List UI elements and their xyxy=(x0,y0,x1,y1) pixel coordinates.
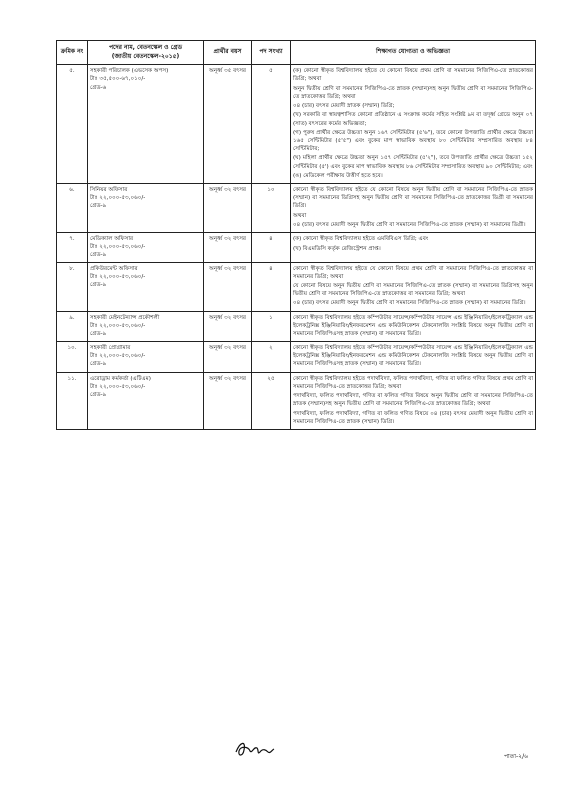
row-post-scale: টাঃ ২২,০০০-৫৩,০৬০/- xyxy=(90,322,146,329)
header-serial: ক্রমিক নং xyxy=(57,41,88,65)
row-post xyxy=(88,311,204,342)
qualification-item: কোনো স্বীকৃত বিশ্ববিদ্যালয় হইতে কম্পিউটার সায়েন্স/কম্পিউটার সায়েন্স এন্ড ইঞ্জিনিয়ারিং/ইলেকট্রিক্যাল এন্ড ইলেকট্রনিক্স ইঞ্জিনিয়ারিং/ইনফরমেশন এন্ড কমিউনিকেশন টেকনোলজি সংশ্লিষ্ট বিষয়ে অনুন দ্বিতীয় শ্রেণি বা সমমানের সিজিপিএসহ স্নাতক (সম্মান) বা সমমানের ডিগ্রি। xyxy=(293,345,533,368)
table-row xyxy=(57,184,536,233)
qualification-item: কোনো স্বীকৃত বিশ্ববিদ্যালয় হইতে পদার্থবিদ্যা, ফলিত পদার্থবিদ্যা, গণিত বা ফলিত গণিত বিষয়ে প্রথম শ্রেণি বা সমমানের সিজিপিএ-তে স্নাতকোত্তর ডিগ্রি; অথবা xyxy=(293,375,533,390)
qualification-item: (খ) সরকারি বা স্বায়ত্বশাসিত কোনো প্রতিষ্ঠানে এ সংক্রান্ত কর্মের সহিত সংশ্লিষ্ট ৯ম বা তদূর্ধ্ব গ্রেডে অনুন ০৭ (সাত) বৎসরের কর্মের অভিজ্ঞতা; xyxy=(293,112,533,127)
row-qualification xyxy=(291,184,536,233)
qualification-item: (খ) বিএমডিসি কর্তৃক রেজিস্ট্রেশন প্রাপ্ত। xyxy=(293,245,381,252)
row-post xyxy=(88,184,204,233)
row-count: ৫ xyxy=(252,65,291,184)
qualification-item: (গ) পুরুষ প্রার্থীর ক্ষেত্রে উচ্চতা অনুন ১৬৭ সেন্টিমিটার (৫'৬"), তবে কোনো উপজাতি প্রার্থীর ক্ষেত্রে উচ্চতা ১৬৫ সেন্টিমিটার (৫'৫") এবং বুকের মাপ স্বাভাবিক অবস্থায় ৮০ সেন্টিমিটার সম্প্রসারিত অবস্থায় ৮৪ সেন্টিমিটার; xyxy=(293,129,533,153)
row-qualification xyxy=(291,342,536,373)
qualification-item: ০৪ (চার) বৎসর মেয়াদী স্নাতক (সম্মান) ডিগ্রি; xyxy=(293,103,395,110)
row-serial: ৭. xyxy=(57,233,88,262)
row-post-grade: গ্রেড-৯ xyxy=(90,203,107,210)
row-serial: ৮. xyxy=(57,262,88,311)
table-row xyxy=(57,262,536,311)
qualification-item: পদার্থবিদ্যা, ফলিত পদার্থবিদ্যা, গণিত বা ফলিত গণিত বিষয়ে অনুন দ্বিতীয় শ্রেণি বা সমমানের সিজিপিএ-তে স্নাতক (সম্মান)সহ অনুন দ্বিতীয় শ্রেণি বা সমমানের সিজিপিএ-তে স্নাতকোত্তর ডিগ্রি; অথবা xyxy=(293,393,533,408)
row-post-grade: গ্রেড-৯ xyxy=(90,281,107,288)
row-age: অনূর্ধ্ব ৩৫ বৎসর xyxy=(204,65,252,184)
row-age: অনূর্ধ্ব ৩২ বৎসর xyxy=(204,311,252,342)
signature xyxy=(230,738,280,764)
row-age: অনূর্ধ্ব ৩২ বৎসর xyxy=(204,372,252,429)
header-age: প্রার্থীর বয়স xyxy=(204,41,252,65)
row-qualification xyxy=(291,262,536,311)
row-post-name: সিনিয়র অফিসার xyxy=(90,187,128,194)
header-row xyxy=(57,41,536,65)
qualification-item: কোনো স্বীকৃত বিশ্ববিদ্যালয় হইতে কম্পিউটার সায়েন্স/কম্পিউটার সায়েন্স এন্ড ইঞ্জিনিয়ারিং/ইলেকট্রিক্যাল এন্ড ইলেকট্রনিক্স ইঞ্জিনিয়ারিং/ইনফরমেশন এন্ড কমিউনিকেশন টেকনোলজি সংশ্লিষ্ট বিষয়ে অনুন দ্বিতীয় শ্রেণি বা সমমানের সিজিপিএসহ স্নাতক (সম্মান) বা সমমানের ডিগ্রি। xyxy=(293,314,533,337)
row-post-scale: টাঃ ২২,০০০-৫৩,০৬০/- xyxy=(90,273,146,280)
row-count: ২ xyxy=(252,342,291,373)
row-post-name: প্রকিউরমেন্ট অফিসার xyxy=(90,265,138,272)
qualification-item: (ক) কোনো স্বীকৃত বিশ্ববিদ্যালয় হইতে যে কোনো বিষয়ে প্রথম শ্রেণি বা সমমানের সিজিপিএ-তে স্নাতকোত্তর ডিগ্রি; অথবা xyxy=(293,68,533,83)
row-age: অনূর্ধ্ব ৩২ বৎসর xyxy=(204,342,252,373)
row-post xyxy=(88,233,204,262)
row-age: অনূর্ধ্ব ৩২ বৎসর xyxy=(204,184,252,233)
recruitment-table xyxy=(56,40,536,430)
table-row xyxy=(57,372,536,429)
header-qualification: শিক্ষাগত যোগ্যতা ও অভিজ্ঞতা xyxy=(291,41,536,65)
row-age: অনূর্ধ্ব ৩২ বৎসর xyxy=(204,262,252,311)
qualification-item: অথবা xyxy=(293,212,307,219)
row-post-grade: গ্রেড-৯ xyxy=(90,330,107,337)
qualification-item: পদার্থবিদ্যা, ফলিত পদার্থবিদ্যা, গণিত বা ফলিত গণিত বিষয়ে ০৪ (চার) বৎসর মেয়াদী অনুন দ্বিতীয় শ্রেণি বা সমমানের সিজিপিএ-তে স্নাতক (সম্মান) ডিগ্রি। xyxy=(293,410,533,425)
row-post-scale: টাঃ ২২,০০০-৫৩,০৬০/- xyxy=(90,195,146,202)
table-row xyxy=(57,342,536,373)
qualification-item: (ঙ) মেডিকেল পরীক্ষায় উত্তীর্ণ হতে হবে। xyxy=(293,172,383,179)
header-post-sub: (জাতীয় বেতনস্কেল-২০১৫) xyxy=(111,52,180,60)
table-row xyxy=(57,233,536,262)
row-post xyxy=(88,342,204,373)
qualification-item: (ঘ) মহিলা প্রার্থীর ক্ষেত্রে উচ্চতা অনুন ১৫৭ সেন্টিমিটার (৫'২"), তবে উপজাতি প্রার্থীর ক্ষেত্রে উচ্চতা ১৫২ সেন্টিমিটার (৫') এবং বুকের মাপ স্বাভাবিক অবস্থায় ৮৬ সেন্টিমিটার সম্প্রসারিত অবস্থায় ৯০ সেন্টিমিটার; এবং xyxy=(293,155,533,170)
row-serial: ৫. xyxy=(57,65,88,184)
qualification-item: কোনো স্বীকৃত বিশ্ববিদ্যালয় হইতে যে কোনো বিষয়ে প্রথম শ্রেণি বা সমমানের সিজিপিএ-তে স্নাতকোত্তর বা সমমানের ডিগ্রি; অথবা xyxy=(293,265,533,280)
row-post-scale: টাঃ ২২,০০০-৫৩,০৬০/- xyxy=(90,353,146,360)
row-count: ১ xyxy=(252,311,291,342)
row-post-grade: গ্রেড-৬ xyxy=(90,84,107,91)
row-count: ৪ xyxy=(252,233,291,262)
row-count: ৪ xyxy=(252,262,291,311)
table-row xyxy=(57,65,536,184)
row-post-name: সহকারী মেইনটেন্যান্স প্রকৌশলী xyxy=(90,314,160,321)
row-serial: ১০. xyxy=(57,342,88,373)
row-count: ১০ xyxy=(252,184,291,233)
table-row xyxy=(57,311,536,342)
row-post xyxy=(88,372,204,429)
row-qualification xyxy=(291,233,536,262)
row-post-scale: টাঃ ২২,০০০-৫৩,০৬০/- xyxy=(90,244,146,251)
row-post xyxy=(88,65,204,184)
row-post-grade: গ্রেড-৯ xyxy=(90,391,107,398)
page-number: পাতা-২/৬ xyxy=(503,753,528,760)
header-post-title: পদের নাম, বেতনস্কেল ও গ্রেড xyxy=(108,44,183,51)
row-post-grade: গ্রেড-৯ xyxy=(90,361,107,368)
row-post-grade: গ্রেড-৯ xyxy=(90,252,107,259)
row-post-name: সহকারী পরিচালক (এভসেক অপস) xyxy=(90,68,169,75)
row-post-name: মেডিক্যাল অফিসার xyxy=(90,236,134,243)
row-serial: ১১. xyxy=(57,372,88,429)
row-post-name: সহকারী প্রোগ্রামার xyxy=(90,345,131,352)
qualification-item: অনুন দ্বিতীয় শ্রেণি বা সমমানের সিজিপিএ-তে স্নাতক (সম্মান)সহ অনুন দ্বিতীয় শ্রেণি বা সমমানের সিজিপিএ-তে স্নাতকোত্তর ডিগ্রি; অথবা xyxy=(293,85,533,100)
qualification-item: (ক) কোনো স্বীকৃত বিশ্ববিদ্যালয় হইতে এমবিবিএস ডিগ্রি; এবং xyxy=(293,236,429,243)
row-post-scale: টাঃ ৩৫,৫০০-৬৭,০১০/- xyxy=(90,76,146,83)
qualification-item: ০৪ (চার) বৎসর মেয়াদী অনুন দ্বিতীয় শ্রেণি বা সমমানের সিজিপিএ-তে স্নাতক (সম্মান) বা সমমানের ডিগ্রি। xyxy=(293,300,526,307)
qualification-item: ০৪ (চার) বৎসর মেয়াদী অনুন দ্বিতীয় শ্রেণি বা সমমানের সিজিপিএ-তে স্নাতক (সম্মান) বা সমমানের ডিগ্রী। xyxy=(293,221,526,228)
row-serial: ৬. xyxy=(57,184,88,233)
row-post xyxy=(88,262,204,311)
row-post-name: এরোড্রাম কর্মকর্তা (এটিএম) xyxy=(90,375,151,382)
row-count: ২৫ xyxy=(252,372,291,429)
qualification-item: কোনো স্বীকৃত বিশ্ববিদ্যালয় হইতে যে কোনো বিষয়ে অনুন দ্বিতীয় শ্রেণি বা সমমানের সিজিপিএ-তে স্নাতক (সম্মান) বা সমমানের ডিগ্রিসহ অনুন দ্বিতীয় শ্রেণি বা সমমানের সিজিপিএ-তে স্নাতকোত্তর ডিগ্রী বা সমমানের ডিগ্রি। xyxy=(293,187,533,210)
row-qualification xyxy=(291,65,536,184)
row-post-scale: টাঃ ২২,০০০-৫৩,০৬০/- xyxy=(90,383,146,390)
qualification-item: যে কোনো বিষয়ে অনুন দ্বিতীয় শ্রেণি বা সমমানের সিজিপিএ-তে স্নাতক (সম্মান) বা সমমানের ডিগ্রিসহ অনুন দ্বিতীয় শ্রেণি বা সমমানের সিজিপিএ-তে স্নাতকোত্তর বা সমমানের ডিগ্রি; অথবা xyxy=(293,282,533,298)
row-serial: ৯. xyxy=(57,311,88,342)
row-qualification xyxy=(291,372,536,429)
header-count: পদ সংখ্যা xyxy=(252,41,291,65)
row-qualification xyxy=(291,311,536,342)
header-post xyxy=(88,41,204,65)
row-age: অনূর্ধ্ব ৩২ বৎসর xyxy=(204,233,252,262)
